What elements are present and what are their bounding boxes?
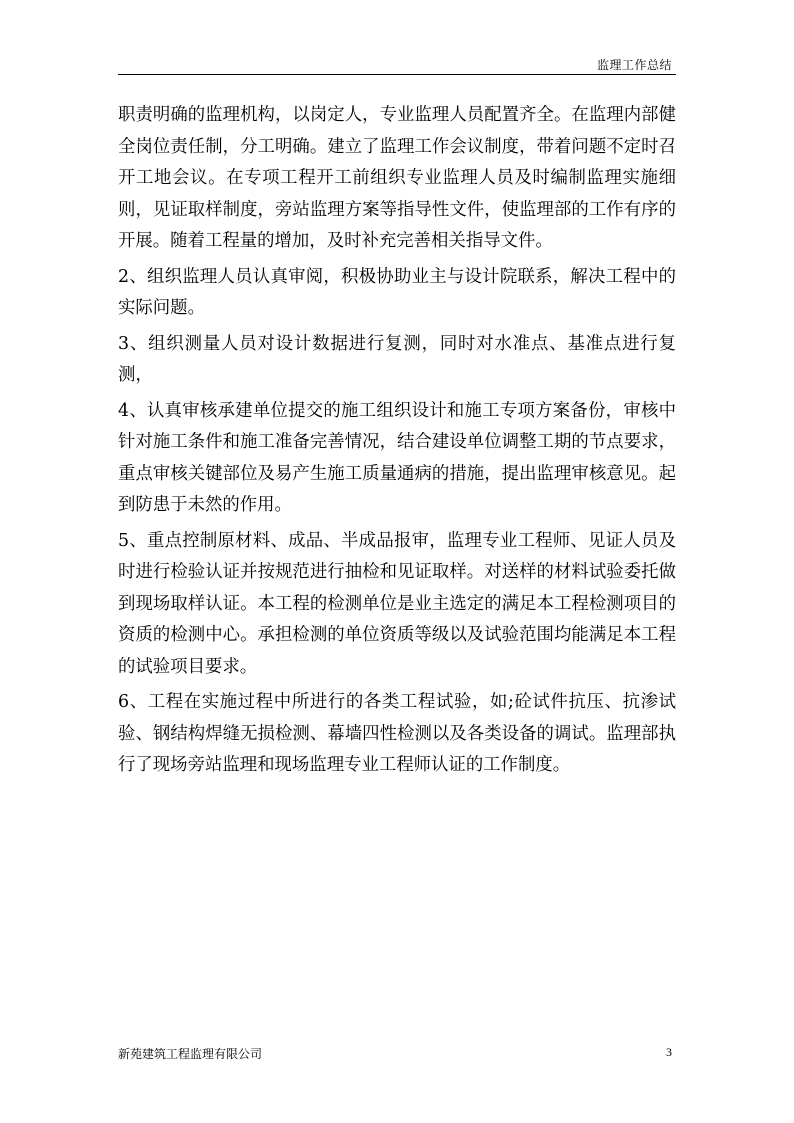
footer-company-name: 新苑建筑工程监理有限公司 <box>118 1047 263 1061</box>
body-paragraph: 5、重点控制原材料、成品、半成品报审，监理专业工程师、见证人员及时进行检验认证并按规范进行抽检和见证取样。对送样的材料试验委托做到现场取样认证。本工程的检测单位是业主选定的满足本工程检测项目的资质的检测中心。承担检测的单位资质等级以及试验范围均能满足本工程的试验项目要求。 <box>118 530 676 677</box>
header-title: 监理工作总结 <box>596 58 672 72</box>
body-paragraph: 职责明确的监理机构，以岗定人，专业监理人员配置齐全。在监理内部健全岗位责任制，分工明确。建立了监理工作会议制度，带着问题不定时召开工地会议。在专项工程开工前组织专业监理人员及时编制监理实施细则，见证取样制度，旁站监理方案等指导性文件，使监理部的工作有序的开展。随着工程量的增加，及时补充完善相关指导文件。 <box>118 105 676 251</box>
body-paragraph: 6、工程在实施过程中所进行的各类工程试验，如;砼试件抗压、抗渗试验、钢结构焊缝无损检测、幕墙四性检测以及各类设备的调试。监理部执行了现场旁站监理和现场监理专业工程师认证的工作制度。 <box>118 692 676 775</box>
document-body <box>118 100 676 786</box>
body-paragraph: 3、组织测量人员对设计数据进行复测，同时对水准点、基准点进行复测， <box>118 333 676 385</box>
body-paragraph: 2、组织监理人员认真审阅，积极协助业主与设计院联系，解决工程中的实际问题。 <box>118 266 676 318</box>
page-footer <box>118 1045 676 1065</box>
page-header <box>118 52 676 75</box>
body-paragraph: 4、认真审核承建单位提交的施工组织设计和施工专项方案备份，审核中针对施工条件和施工准备完善情况，结合建设单位调整工期的节点要求，重点审核关键部位及易产生施工质量通病的措施，提出监理审核意见。起到防患于未然的作用。 <box>118 400 676 515</box>
page-number: 3 <box>666 1045 672 1059</box>
